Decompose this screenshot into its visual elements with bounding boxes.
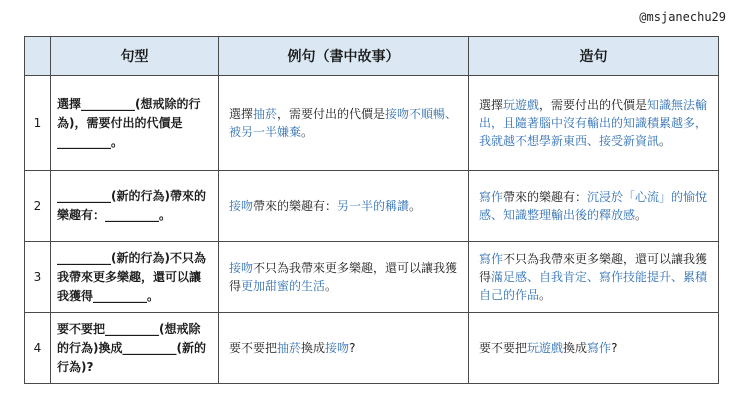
sentence-text: 。 [635, 208, 648, 222]
sentence-text: ? [349, 341, 356, 355]
pattern-cell: 要不要把_________(想戒除的行為)換成_________(新的行為)? [51, 313, 219, 384]
row-number: 4 [25, 313, 51, 384]
sentence-text: 帶來的樂趣有： [503, 190, 588, 204]
own-sentence-cell [469, 313, 719, 384]
header-row [25, 37, 719, 76]
highlighted-text: 抽菸 [277, 341, 302, 355]
row-number: 2 [25, 171, 51, 242]
sentence-text: 。 [301, 125, 314, 139]
own-sentence-cell [469, 171, 719, 242]
highlighted-text: 接吻 [229, 261, 254, 275]
table-row [25, 76, 719, 171]
example-cell [219, 313, 469, 384]
highlighted-text: 寫作 [479, 252, 504, 266]
example-cell [219, 242, 469, 313]
highlighted-text: 寫作 [587, 341, 612, 355]
table-row [25, 171, 719, 242]
sentence-pattern-table [24, 36, 719, 384]
sentence-text: 要不要把 [229, 341, 278, 355]
sentence-text: ，需要付出的代價是 [539, 98, 648, 112]
sentence-text: 。 [325, 279, 338, 293]
highlighted-text: 知識無法輸出，且隨著腦中沒有輸出的知識積累越多，我就越不想學新東西、接受新資訊 [479, 98, 708, 148]
header-number [25, 37, 51, 76]
sentence-text: 不只為我帶來更多樂趣，還可以讓我獲得 [479, 252, 708, 284]
highlighted-text: 更加甜蜜的生活 [241, 279, 326, 293]
highlighted-text: 沉浸於「心流」的愉悅感、知識整理輸出後的釋放感 [479, 190, 708, 222]
author-handle: @msjanechu29 [639, 10, 726, 24]
highlighted-text: 寫作 [479, 190, 504, 204]
example-cell [219, 171, 469, 242]
sentence-text: 不只為我帶來更多樂趣，還可以讓我獲得 [229, 261, 458, 293]
sentence-text: 選擇 [229, 107, 254, 121]
highlighted-text: 玩遊戲 [527, 341, 564, 355]
highlighted-text: 滿足感、自我肯定、寫作技能提升、累積自己的作品 [479, 270, 708, 302]
header-example: 例句（書中故事） [219, 37, 469, 76]
pattern-cell: _________(新的行為)帶來的樂趣有：_________。 [51, 171, 219, 242]
sentence-text: 。 [659, 134, 672, 148]
highlighted-text: 接吻 [325, 341, 350, 355]
highlighted-text: 接吻 [229, 199, 254, 213]
sentence-text: 換成 [301, 341, 326, 355]
example-cell [219, 76, 469, 171]
pattern-cell: _________(新的行為)不只為我帶來更多樂趣，還可以讓我獲得_________。 [51, 242, 219, 313]
own-sentence-cell [469, 242, 719, 313]
highlighted-text: 接吻不順暢、被另一半嫌棄 [229, 107, 458, 139]
sentence-text: 要不要把 [479, 341, 528, 355]
row-number: 1 [25, 76, 51, 171]
pattern-cell: 選擇_________(想戒除的行為)，需要付出的代價是_________。 [51, 76, 219, 171]
own-sentence-cell [469, 76, 719, 171]
sentence-text: 帶來的樂趣有： [253, 199, 338, 213]
header-own-sentence: 造句 [469, 37, 719, 76]
table-row [25, 313, 719, 384]
sentence-text: 選擇 [479, 98, 504, 112]
header-pattern: 句型 [51, 37, 219, 76]
highlighted-text: 另一半的稱讚 [337, 199, 410, 213]
sentence-text: 。 [409, 199, 422, 213]
highlighted-text: 玩遊戲 [503, 98, 540, 112]
sentence-text: 換成 [563, 341, 588, 355]
row-number: 3 [25, 242, 51, 313]
table-row [25, 242, 719, 313]
sentence-text: ，需要付出的代價是 [277, 107, 386, 121]
highlighted-text: 抽菸 [253, 107, 278, 121]
sentence-text: 。 [539, 288, 552, 302]
sentence-text: ? [611, 341, 618, 355]
